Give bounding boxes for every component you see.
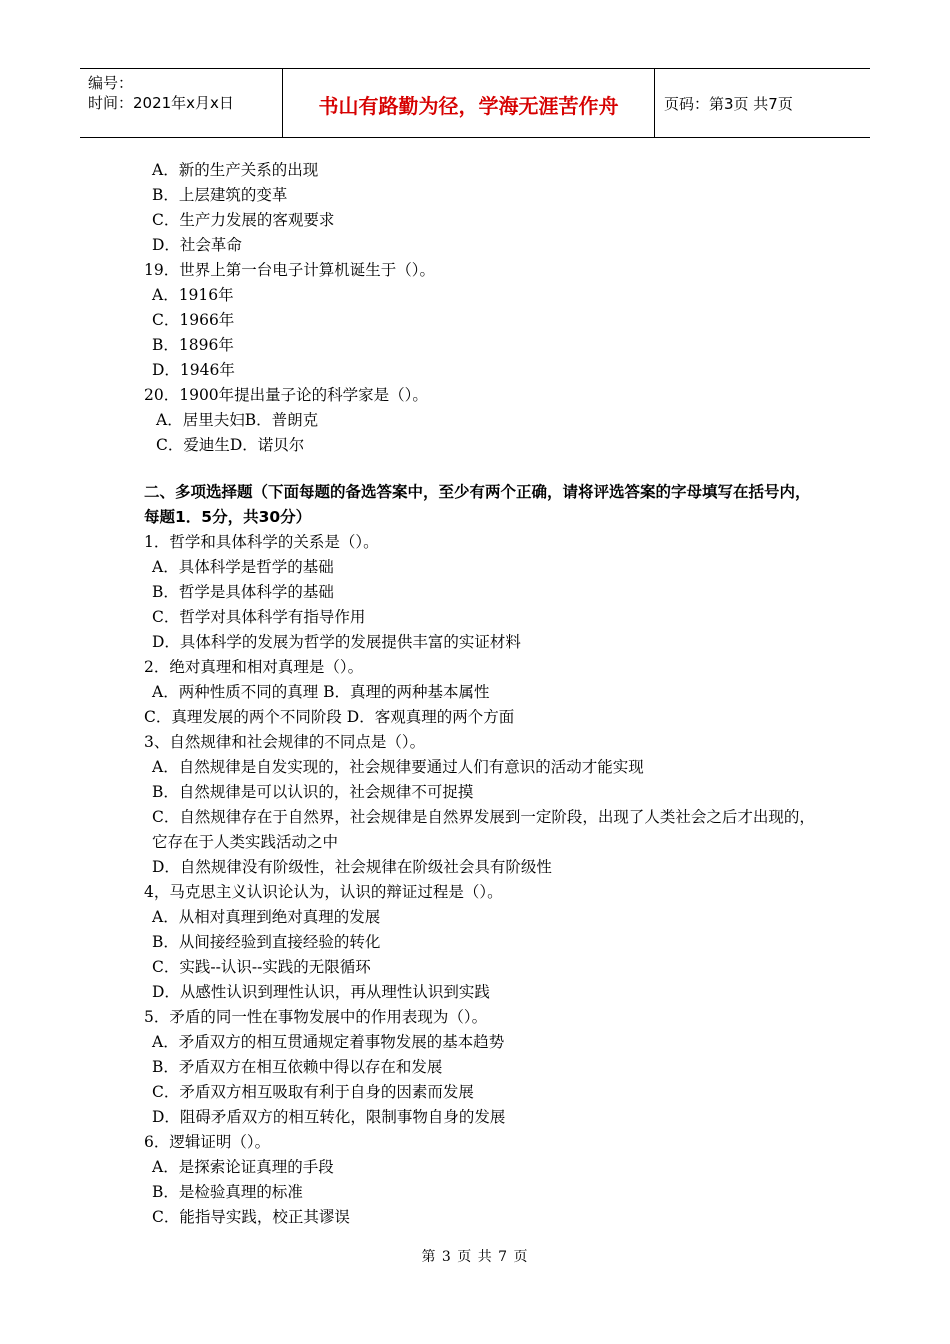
page-footer: 第 3 页 共 7 页 <box>421 1249 529 1265</box>
option-line: C．自然规律存在于自然界，社会规律是自然界发展到一定阶段，出现了人类社会之后才出现的，它存在于人类实践活动之中 <box>152 808 815 851</box>
option-line: D．自然规律没有阶级性，社会规律在阶级社会具有阶级性 <box>152 858 552 876</box>
question-line: 3、自然规律和社会规律的不同点是（）。 <box>144 733 426 751</box>
option-line: B．自然规律是可以认识的，社会规律不可捉摸 <box>152 783 474 801</box>
option-line: C．生产力发展的客观要求 <box>152 211 335 229</box>
question-line: 2．绝对真理和相对真理是（）。 <box>144 658 364 676</box>
option-line: B．是检验真理的标准 <box>152 1183 303 1201</box>
option-line: B．从间接经验到直接经验的转化 <box>152 933 381 951</box>
header-divider <box>654 69 655 137</box>
option-line: C．能指导实践，校正其谬误 <box>152 1208 350 1226</box>
question-line: 5．矛盾的同一性在事物发展中的作用表现为（）。 <box>144 1008 488 1026</box>
option-line: A．居里夫妇B．普朗克 <box>156 411 319 429</box>
question-line: 19．世界上第一台电子计算机诞生于（）。 <box>144 261 435 279</box>
option-line: C．真理发展的两个不同阶段 D．客观真理的两个方面 <box>144 708 515 726</box>
option-line: C．哲学对具体科学有指导作用 <box>152 608 366 626</box>
section-heading: 二、多项选择题（下面每题的备选答案中，至少有两个正确，请将评选答案的字母填写在括号内，每题1．5分，共30分） <box>144 483 811 526</box>
question-line: 6．逻辑证明（）。 <box>144 1133 271 1151</box>
option-line: B．上层建筑的变革 <box>152 186 288 204</box>
option-line: C．实践--认识--实践的无限循环 <box>152 958 371 976</box>
option-line: A．两种性质不同的真理 B．真理的两种基本属性 <box>152 683 490 701</box>
option-line: D．阻碍矛盾双方的相互转化，限制事物自身的发展 <box>152 1108 506 1126</box>
option-line: C．爱迪生D．诺贝尔 <box>156 436 305 454</box>
option-line: A．具体科学是哲学的基础 <box>152 558 334 576</box>
option-line: C．1966年 <box>152 311 235 329</box>
header-meta <box>88 73 234 113</box>
option-line: A．是探索论证真理的手段 <box>152 1158 334 1176</box>
option-line: C．矛盾双方相互吸取有利于自身的因素而发展 <box>152 1083 474 1101</box>
option-line: A．矛盾双方的相互贯通规定着事物发展的基本趋势 <box>152 1033 505 1051</box>
document-body <box>144 158 824 1230</box>
option-line: D．社会革命 <box>152 236 242 254</box>
header-motto: 书山有路勤为径，学海无涯苦作舟 <box>318 94 619 118</box>
option-line: A．1916年 <box>152 286 234 304</box>
document-number-label: 编号： <box>88 74 134 92</box>
spacer <box>144 458 824 480</box>
question-line: 4，马克思主义认识论认为，认识的辩证过程是（）。 <box>144 883 503 901</box>
option-line: B．哲学是具体科学的基础 <box>152 583 334 601</box>
option-line: B．矛盾双方在相互依赖中得以存在和发展 <box>152 1058 443 1076</box>
option-line: D．从感性认识到理性认识，再从理性认识到实践 <box>152 983 490 1001</box>
question-line: 1．哲学和具体科学的关系是（）。 <box>144 533 379 551</box>
header-page-label: 页码：第3页 共7页 <box>664 95 793 113</box>
question-line: 20．1900年提出量子论的科学家是（）。 <box>144 386 428 404</box>
document-time-label: 时间：2021年x月x日 <box>88 94 234 112</box>
option-line: B．1896年 <box>152 336 234 354</box>
page-header <box>80 68 870 138</box>
option-line: D．具体科学的发展为哲学的发展提供丰富的实证材料 <box>152 633 521 651</box>
option-line: D．1946年 <box>152 361 235 379</box>
option-line: A．新的生产关系的出现 <box>152 161 319 179</box>
option-line: A．从相对真理到绝对真理的发展 <box>152 908 381 926</box>
option-line: A．自然规律是自发实现的，社会规律要通过人们有意识的活动才能实现 <box>152 758 644 776</box>
